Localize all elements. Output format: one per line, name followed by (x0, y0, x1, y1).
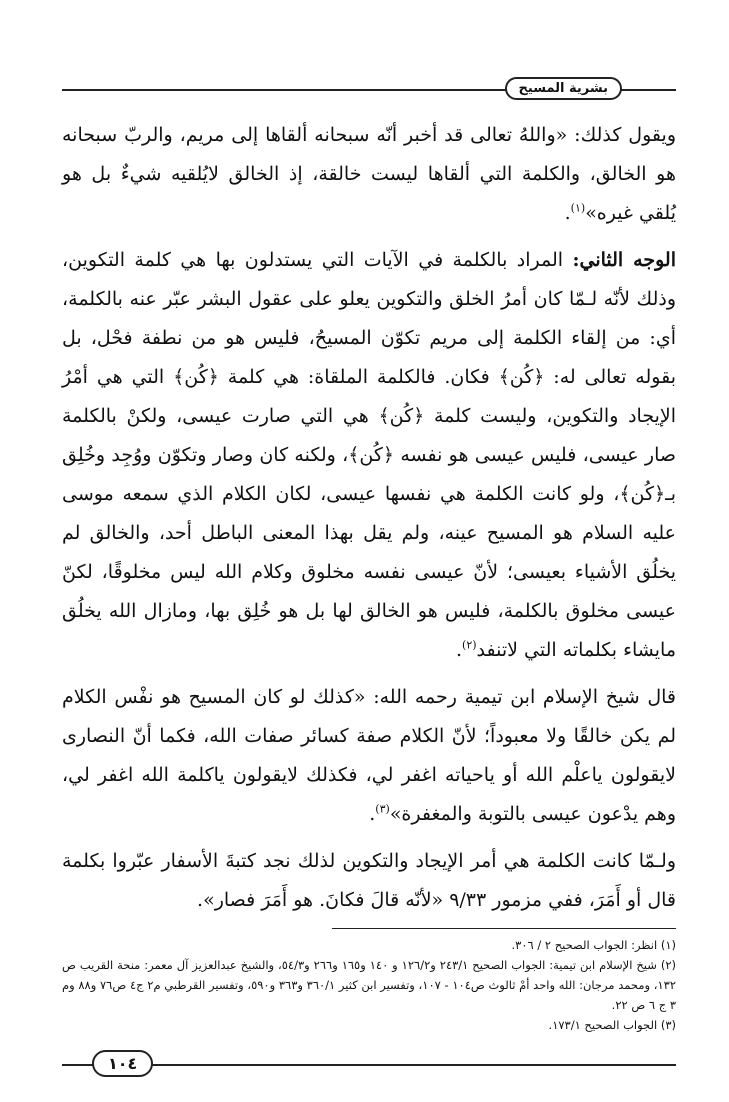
page-header (62, 74, 676, 104)
page-footer (62, 1048, 676, 1082)
footnote-ref-2[interactable]: (٢) (462, 638, 477, 652)
footnote-2: (٢) شيخ الإسلام ابن تيمية: الجواب الصحيح ٢٤٣/١ و١٢٦/٢ و ١٤٠ و١٦٥ و٢٦٦ و٥٤/٣، والشيخ عبدالعزيز آل معمر: منحة القريب ص ١٣٢، ومحمد مرجان: الله واحد أمْ ثالوث ص١٠٤ - ١٠٧، وتفسير ابن كثير ٣٦٠/١ و٣٦٣ و٥٩٠، وتفسير القرطبي م٢ ج٤ ص٧٦ و٨٨ وم ٣ ج ٦ ص ٢٢. (62, 958, 677, 1012)
paragraph-2: الوجه الثاني: المراد بالكلمة في الآيات التي يستدلون بها هي كلمة التكوين، وذلك لأنّه لـمّا كان أمرُ الخلق والتكوين يعلو على عقول البشر عبّر عنه بالكلمة، أي: من إلقاء الكلمة إلى مريم تكوّن المسيحُ، فليس هو من نطفة فحْل، بل بقوله تعالى له: ﴿كُن﴾ فكان. فالكلمة الملقاة: هي كلمة ﴿كُن﴾ التي هي أمْرُ الإيجاد والتكوين، وليست كلمة ﴿كُن﴾ هي التي صارت عيسى، ولكنْ بالكلمة صار عيسى، فليس عيسى هو نفسه ﴿كُن﴾، ولكنه كان وصار وتكوّن ووُجِد وخُلِق بـ﴿كُن﴾، ولو كانت الكلمة هي نفسها عيسى، لكان الكلام الذي سمعه موسى عليه السلام هو المسيح عينه، ولم يقل بهذا المعنى الباطل أحد، والخالق لم يخلُق الأشياء بعيسى؛ لأنّ عيسى نفسه مخلوق وكلام الله ليس مخلوقًا، لكنّ عيسى مخلوق بالكلمة، فليس هو الخالق لها بل هو خُلِق بها، ومازال الله يخلُق مايشاء بكلماته التي لاتنفد$^{(٢)}$. (62, 249, 676, 661)
footnote-3: (٣) الجواب الصحيح ١٧٣/١. (548, 1018, 676, 1032)
footnote-separator (332, 928, 676, 929)
page-number: ١٠٤ (92, 1050, 153, 1077)
running-title: بشرية المسيح (505, 77, 622, 100)
page-body (62, 116, 676, 1035)
paragraph-3: قال شيخ الإسلام ابن تيمية رحمه الله: «كذلك لو كان المسيح هو نفْس الكلام لم يكن خالقًا ولا معبوداً؛ لأنّ الكلام صفة كسائر صفات الله، فكما أنّ النصارى لايقولون ياعلْم الله أو ياحياته اغفر لي، فكذلك لايقولون ياكلمة الله اغفر لي، وهم يدْعون عيسى بالتوبة والمغفرة»$^{(٣)}$. (62, 686, 676, 825)
footnote-ref-1[interactable]: (١) (570, 201, 586, 215)
paragraph-1: ويقول كذلك: «واللهُ تعالى قد أخبر أنّه سبحانه ألقاها إلى مريم، والربّ سبحانه هو الخالق، والكلمة التي ألقاها ليست خالقة، إذ الخالق لايُلقيه شيءٌ بل هو يُلقي غيره»$^{(١)}$. (62, 124, 676, 224)
footnote-1: (١) انظر: الجواب الصحيح ٢ / ٣٠٦. (511, 938, 676, 952)
footnotes (62, 935, 676, 1035)
footnote-ref-3[interactable]: (٣) (375, 802, 390, 816)
paragraph-4: ولـمّا كانت الكلمة هي أمر الإيجاد والتكوين لذلك نجد كتبةَ الأسفار عبّروا بكلمة قال أو أَمَرَ، ففي مزمور ٩/٣٣ «لأنّه قالَ فكانَ. هو أَمَرَ فصار». (62, 850, 676, 911)
section-lead: الوجه الثاني: (572, 249, 676, 271)
footer-rule (62, 1064, 676, 1066)
